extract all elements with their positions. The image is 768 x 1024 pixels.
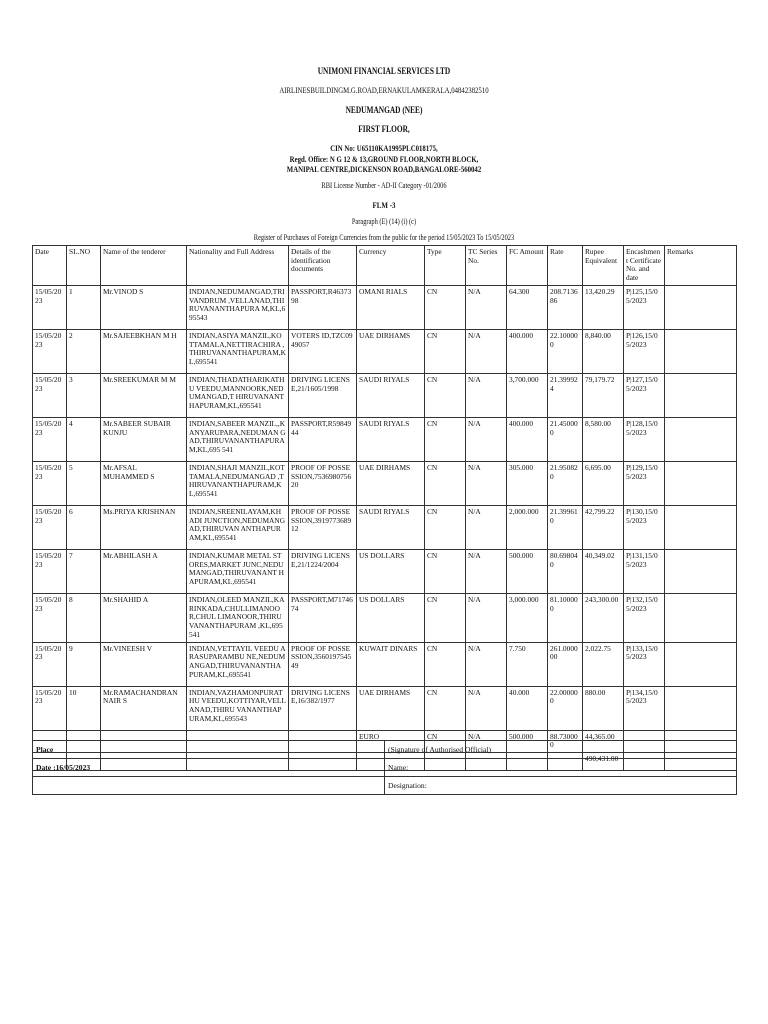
column-header-name: Name of the tenderer: [101, 246, 187, 286]
cell-tc-series: N/A: [466, 417, 507, 461]
rbi-license: RBI License Number - AD-II Category -01/2006: [321, 181, 447, 190]
cell-remarks: [665, 285, 737, 329]
cell-id-doc: DRIVING LICENSE,21/1224/2004: [289, 549, 357, 593]
cell-name: Mr.AFSAL MUHAMMED S: [101, 461, 187, 505]
cell-encashment: P|126,15/05/2023: [624, 329, 665, 373]
purchase-register-table: [32, 245, 737, 771]
cell-sl-no: 3: [67, 373, 101, 417]
cell-name: Mr.RAMACHANDRAN NAIR S: [101, 686, 187, 730]
cell-tc-series: N/A: [466, 285, 507, 329]
cell-currency: UAE DIRHAMS: [357, 329, 425, 373]
cell-sl-no: 6: [67, 505, 101, 549]
cell-id-doc: VOTERS ID,TZC0949057: [289, 329, 357, 373]
cell-encashment: P|127,15/05/2023: [624, 373, 665, 417]
column-header-address: Nationality and Full Address: [187, 246, 289, 286]
name-label: Name:: [385, 759, 737, 777]
cell-encashment: P|132,15/05/2023: [624, 593, 665, 642]
cell-rupee: 880.00: [583, 686, 624, 730]
regd-office-line-1: Regd. Office: N G 12 & 13,GROUND FLOOR,NORTH BLOCK,: [289, 154, 479, 164]
cell-encashment: P|131,15/05/2023: [624, 549, 665, 593]
cell-type: CN: [425, 285, 466, 329]
signature-label: (Signature of Authorised Official): [385, 741, 737, 759]
cell-type: CN: [425, 642, 466, 686]
table-row: [33, 329, 737, 373]
cell-id-doc: PASSPORT,R5984944: [289, 417, 357, 461]
euro-type: CN: [425, 730, 466, 752]
table-row: [33, 285, 737, 329]
cell-remarks: [665, 593, 737, 642]
cell-rate: 21.450000: [548, 417, 583, 461]
cell-date: 15/05/2023: [33, 593, 67, 642]
company-address: AIRLINESBUILDINGM.G.ROAD,ERNAKULAMKERALA,04842382510: [279, 85, 489, 95]
cell-tc-series: N/A: [466, 593, 507, 642]
cell-id-doc: DRIVING LICENSE,16/382/1977: [289, 686, 357, 730]
cell-rate: 80.698040: [548, 549, 583, 593]
cell-fc-amount: 305.000: [507, 461, 548, 505]
cell-id-doc: PROOF OF POSSESSION,356019754549: [289, 642, 357, 686]
cell-rate: 21.399924: [548, 373, 583, 417]
cell-fc-amount: 40.000: [507, 686, 548, 730]
euro-currency: EURO: [357, 730, 425, 752]
cell-type: CN: [425, 373, 466, 417]
designation-label: Designation:: [385, 777, 737, 795]
place-label: Place: [33, 741, 385, 759]
cell-rupee: 243,300.00: [583, 593, 624, 642]
branch-floor: FIRST FLOOR,: [358, 124, 410, 134]
cell-rate: 261.000000: [548, 642, 583, 686]
cell-address: INDIAN,SHAJI MANZIL,KOTTAMALA,NEDUMANGAD ,THIRUVANANTHAPURAM,KL,695541: [187, 461, 289, 505]
cell-address: INDIAN,THADATHARIKATHU VEEDU,MANNOORK,NEDUMANGAD,T HIRUVANANTHAPURAM,KL,695541: [187, 373, 289, 417]
cell-tc-series: N/A: [466, 505, 507, 549]
cell-date: 15/05/2023: [33, 642, 67, 686]
cell-remarks: [665, 549, 737, 593]
company-name: UNIMONI FINANCIAL SERVICES LTD: [317, 66, 451, 76]
cell-date: 15/05/2023: [33, 461, 67, 505]
cell-tc-series: N/A: [466, 549, 507, 593]
cell-fc-amount: 400.000: [507, 417, 548, 461]
cell-rupee: 6,695.00: [583, 461, 624, 505]
column-header-encashment: Encashment Certificate No. and date: [624, 246, 665, 286]
cell-encashment: P|133,15/05/2023: [624, 642, 665, 686]
cell-rate: 81.100000: [548, 593, 583, 642]
cell-address: INDIAN,SABEER MANZIL,,KANYARUPARA,NEDUMAN GAD,THIRUVANANTHAPURAM,KL,695 541: [187, 417, 289, 461]
cell-currency: UAE DIRHAMS: [357, 686, 425, 730]
cell-rupee: 2,022.75: [583, 642, 624, 686]
cell-date: 15/05/2023: [33, 549, 67, 593]
cell-address: INDIAN,OLEED MANZIL,KARINKADA,CHULLIMANOOR,CHUL LIMANOOR,THIRUVANANTHAPURAM ,KL,695541: [187, 593, 289, 642]
cell-currency: US DOLLARS: [357, 593, 425, 642]
cell-currency: SAUDI RIYALS: [357, 505, 425, 549]
cell-date: 15/05/2023: [33, 285, 67, 329]
cell-currency: US DOLLARS: [357, 549, 425, 593]
cell-remarks: [665, 373, 737, 417]
total-rupee: 490,431.00: [583, 753, 624, 771]
column-header-remarks: Remarks: [665, 246, 737, 286]
cell-encashment: P|130,15/05/2023: [624, 505, 665, 549]
cell-rupee: 42,799.22: [583, 505, 624, 549]
branch-name: NEDUMANGAD (NEE): [345, 105, 423, 115]
cell-fc-amount: 400.000: [507, 329, 548, 373]
table-row: [33, 549, 737, 593]
regd-office-line-2: MANIPAL CENTRE,DICKENSON ROAD,BANGALORE-560042: [286, 164, 482, 174]
cell-currency: KUWAIT DINARS: [357, 642, 425, 686]
cell-sl-no: 1: [67, 285, 101, 329]
cell-date: 15/05/2023: [33, 417, 67, 461]
cell-address: INDIAN,VETTAYIL VEEDU ARASUPARAMBU NE,NEDUMANGAD,THIRUVANANTHA PURAM,KL,695541: [187, 642, 289, 686]
table-row: [33, 686, 737, 730]
cell-encashment: P|128,15/05/2023: [624, 417, 665, 461]
cell-type: CN: [425, 505, 466, 549]
column-header-currency: Currency: [357, 246, 425, 286]
cell-type: CN: [425, 461, 466, 505]
table-row: [33, 505, 737, 549]
cell-remarks: [665, 461, 737, 505]
cell-rupee: 79,179.72: [583, 373, 624, 417]
cell-type: CN: [425, 549, 466, 593]
cell-name: Mr.ABHILASH A: [101, 549, 187, 593]
cell-rate: 208.713686: [548, 285, 583, 329]
cell-remarks: [665, 505, 737, 549]
cell-rate: 21.950820: [548, 461, 583, 505]
table-row: [33, 593, 737, 642]
table-header-row: [33, 246, 737, 286]
cell-type: CN: [425, 593, 466, 642]
form-title: FLM -3: [372, 200, 396, 210]
cell-encashment: P|134,15/05/2023: [624, 686, 665, 730]
cell-name: Mr.SREEKUMAR M M: [101, 373, 187, 417]
cell-sl-no: 10: [67, 686, 101, 730]
cell-currency: OMANI RIALS: [357, 285, 425, 329]
cell-name: Mr.SABEER SUBAIR KUNJU: [101, 417, 187, 461]
cell-tc-series: N/A: [466, 329, 507, 373]
cell-name: Mr.VINOD S: [101, 285, 187, 329]
cell-address: INDIAN,KUMAR METAL STORES,MARKET JUNC,NEDUMANGAD,THIRUVANANT HAPURAM,KL,695541: [187, 549, 289, 593]
cell-rupee: 40,349.02: [583, 549, 624, 593]
cell-remarks: [665, 329, 737, 373]
cell-fc-amount: 2,000.000: [507, 505, 548, 549]
cell-remarks: [665, 686, 737, 730]
cell-encashment: P|125,15/05/2023: [624, 285, 665, 329]
table-row: [33, 461, 737, 505]
cell-address: INDIAN,VAZHAMONPURATHU VEEDU,KOTTIYAR,VELLANAD,THIRU VANANTHAPURAM,KL,695543: [187, 686, 289, 730]
cell-tc-series: N/A: [466, 373, 507, 417]
cell-date: 15/05/2023: [33, 329, 67, 373]
cell-date: 15/05/2023: [33, 373, 67, 417]
cell-fc-amount: 500.000: [507, 549, 548, 593]
cell-tc-series: N/A: [466, 686, 507, 730]
cell-type: CN: [425, 329, 466, 373]
cell-address: INDIAN,ASIYA MANZIL,KOTTAMALA,NETTIRACHIRA ,THIRUVANANTHAPURAM,KL,695541: [187, 329, 289, 373]
cell-fc-amount: 7.750: [507, 642, 548, 686]
paragraph-ref: Paragraph (E) (14) (i) (c): [351, 217, 417, 226]
cell-name: Mr.SHAHID A: [101, 593, 187, 642]
cell-remarks: [665, 417, 737, 461]
cell-encashment: P|129,15/05/2023: [624, 461, 665, 505]
table-row: [33, 373, 737, 417]
column-header-tc-series: TC Series No.: [466, 246, 507, 286]
cell-tc-series: N/A: [466, 642, 507, 686]
cell-id-doc: PASSPORT,M7174674: [289, 593, 357, 642]
cell-currency: UAE DIRHAMS: [357, 461, 425, 505]
cell-rupee: 13,420.29: [583, 285, 624, 329]
cell-type: CN: [425, 686, 466, 730]
cell-sl-no: 9: [67, 642, 101, 686]
cell-id-doc: PASSPORT,R4637398: [289, 285, 357, 329]
column-header-type: Type: [425, 246, 466, 286]
cell-sl-no: 8: [67, 593, 101, 642]
cell-currency: SAUDI RIYALS: [357, 373, 425, 417]
euro-rupee: 44,365.00: [583, 730, 624, 752]
cell-address: INDIAN,SREENILAYAM,KHADI JUNCTION,NEDUMANGAD,THIRUVAN ANTHAPURAM,KL,695541: [187, 505, 289, 549]
euro-fc-amount: 500.000: [507, 730, 548, 752]
cell-sl-no: 7: [67, 549, 101, 593]
cell-rupee: 8,840.00: [583, 329, 624, 373]
register-title: Register of Purchases of Foreign Currencies from the public for the period 15/05/2023 To 15/05/2023: [253, 233, 515, 242]
cell-sl-no: 2: [67, 329, 101, 373]
cell-currency: SAUDI RIYALS: [357, 417, 425, 461]
cell-id-doc: DRIVING LICENSE,21/1605/1998: [289, 373, 357, 417]
cell-id-doc: PROOF OF POSSESSION,753698075620: [289, 461, 357, 505]
cell-date: 15/05/2023: [33, 686, 67, 730]
column-header-date: Date: [33, 246, 67, 286]
cell-id-doc: PROOF OF POSSESSION,391977368912: [289, 505, 357, 549]
cell-sl-no: 5: [67, 461, 101, 505]
cell-type: CN: [425, 417, 466, 461]
cell-name: Ms.PRIYA KRISHNAN: [101, 505, 187, 549]
column-header-id-doc: Details of the identification documents: [289, 246, 357, 286]
table-row: [33, 642, 737, 686]
euro-rate: 88.730000: [548, 730, 583, 752]
cell-rate: 21.399610: [548, 505, 583, 549]
column-header-rate: Rate: [548, 246, 583, 286]
cell-fc-amount: 3,000.000: [507, 593, 548, 642]
date-label: Date :16/05/2023: [33, 759, 385, 777]
cell-name: Mr.VINEESH V: [101, 642, 187, 686]
cell-address: INDIAN,NEDUMANGAD,TRIVANDRUM ,VELLANAD,THIRUVANANTHAPURA M,KL,695543: [187, 285, 289, 329]
cell-fc-amount: 64.300: [507, 285, 548, 329]
cell-rupee: 8,580.00: [583, 417, 624, 461]
euro-tc-series: N/A: [466, 730, 507, 752]
column-header-sl-no: SL.NO: [67, 246, 101, 286]
cin-number: CIN No: U65110KA1995PLC018175,: [330, 143, 438, 153]
cell-name: Mr.SAJEEBKHAN M H: [101, 329, 187, 373]
column-header-fc-amount: FC Amount: [507, 246, 548, 286]
cell-tc-series: N/A: [466, 461, 507, 505]
cell-rate: 22.100000: [548, 329, 583, 373]
cell-remarks: [665, 642, 737, 686]
cell-date: 15/05/2023: [33, 505, 67, 549]
cell-fc-amount: 3,700.000: [507, 373, 548, 417]
signature-footer: [32, 740, 737, 795]
cell-rate: 22.000000: [548, 686, 583, 730]
cell-sl-no: 4: [67, 417, 101, 461]
table-row: [33, 417, 737, 461]
column-header-rupee: Rupee Equivalent: [583, 246, 624, 286]
